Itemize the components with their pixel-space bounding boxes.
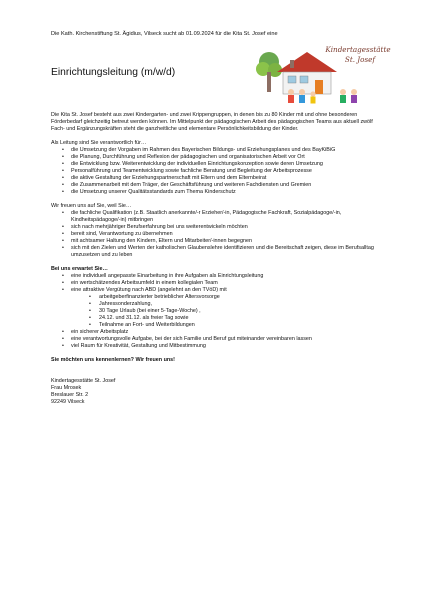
contact-block [51, 378, 374, 406]
list-item: • die Entwicklung bzw. Weiterentwicklung der individuellen Einrichtungskonzeption sowie deren Umsetzung [51, 161, 374, 168]
list-item: • die fachliche Qualifikation (z.B. Staatlich anerkannte/-r Erzieher/-in, Pädagogische Fachkraft, Sozialpädagoge/-in, Kindheitspädagoge/-in) mitbringen [51, 210, 374, 224]
list-item: • eine individuell angepasste Einarbeitung in ihre Aufgaben als Einrichtungsleitung [51, 273, 374, 280]
tasks-list [51, 147, 374, 196]
list-item: • mit achtsamer Haltung den Kindern, Eltern und Mitarbeiter/-innen begegnen [51, 238, 374, 245]
list-item: • eine verantwortungsvolle Aufgabe, bei der sich Familie und Beruf gut miteinander vereinbaren lassen [51, 336, 374, 343]
logo-line2: St. Josef [344, 55, 376, 64]
list-item: • ein sicherer Arbeitsplatz [51, 329, 374, 336]
contact-line: Kindertagesstätte St. Josef [51, 378, 116, 384]
list-item-with-sublist [51, 287, 374, 329]
list-item: • die aktive Gestaltung der Erziehungspartnerschaft mit Eltern und dem Elternbeirat [51, 175, 374, 182]
tasks-heading: Als Leitung sind Sie verantwortlich für… [51, 140, 147, 146]
benefits-sublist [71, 294, 374, 329]
list-item: • viel Raum für Kreativität, Gestaltung und Mitbestimmung [51, 343, 374, 350]
offer-list [51, 273, 374, 350]
contact-line: 92249 Vilseck [51, 399, 85, 405]
list-item: • ein wertschätzendes Arbeitsumfeld in einem kollegialen Team [51, 280, 374, 287]
list-item: • bereit sind, Verantwortung zu übernehmen [51, 231, 374, 238]
intro-line: Die Kath. Kirchenstiftung St. Ägidius, Vilseck sucht ab 01.09.2024 für die Kita St. Josef eine [51, 31, 278, 37]
page-title: Einrichtungsleitung (m/w/d) [51, 67, 176, 78]
sub-list-item: • 30 Tage Urlaub (bei einer 5-Tage-Woche) , [71, 308, 374, 315]
sub-list-item: • Teilnahme an Fort- und Weiterbildungen [71, 322, 374, 329]
ad-body [51, 112, 374, 406]
intro-paragraph: Die Kita St. Josef besteht aus zwei Kindergarten- und zwei Krippengruppen, in denen bis zu 80 Kinder mit und ohne besonderen Förderbedarf gleichzeitig betreut werden können. Im Mittelpunkt der pädagogischen Arbeit des pädagogischen Teams aus aktuell zwölf Fach- und Ergänzungskräften steht die ganzheitliche und elementare Persönlichkeitsbildung der Kinder. [51, 112, 373, 132]
list-item: • Personalführung und Teamentwicklung sowie fachliche Beratung und Begleitung der Arbeitsprozesse [51, 168, 374, 175]
list-item: • die Zusammenarbeit mit dem Träger, der Geschäftsführung und weiteren Fachdiensten und Gremien [51, 182, 374, 189]
list-item: • sich nach mehrjähriger Berufserfahrung bei uns weiterentwickeln möchten [51, 224, 374, 231]
list-item: • die Planung, Durchführung und Reflexion der pädagogischen und organisatorischen Arbeit vor Ort [51, 154, 374, 161]
list-item: • die Umsetzung unserer Qualitätsstandards zum Thema Kinderschutz [51, 189, 374, 196]
profile-heading: Wir freuen uns auf Sie, weil Sie… [51, 203, 132, 209]
contact-line: Frau Mrosek [51, 385, 82, 391]
contact-line: Breslauer Str. 2 [51, 392, 89, 398]
list-item: • die Umsetzung der Vorgaben im Rahmen des Bayerischen Bildungs- und Erziehungsplanes und des BayKiBiG [51, 147, 374, 154]
list-item: • sich mit den Zielen und Werten der katholischen Glaubenslehre identifizieren und die Bereitschaft zeigen, diese im Berufsalltag umzusetzen und zu leben [51, 245, 374, 259]
sub-list-item: • 24.12. und 31.12. als freier Tag sowie [71, 315, 374, 322]
profile-list [51, 210, 374, 259]
sub-list-item: • Jahressonderzahlung, [71, 301, 374, 308]
kita-logo [255, 42, 391, 106]
sub-list-item: • arbeitgeberfinanzierter betrieblicher Altersvorsorge [71, 294, 374, 301]
logo-line1: Kindertagesstätte [325, 45, 391, 54]
closing-line: Sie möchten uns kennenlernen? Wir freuen uns! [51, 357, 175, 363]
list-item-text: eine attraktive Vergütung nach ABD (angelehnt an den TVöD) mit [71, 287, 227, 293]
house-icon [277, 52, 337, 94]
offer-heading: Bei uns erwartet Sie… [51, 266, 108, 272]
